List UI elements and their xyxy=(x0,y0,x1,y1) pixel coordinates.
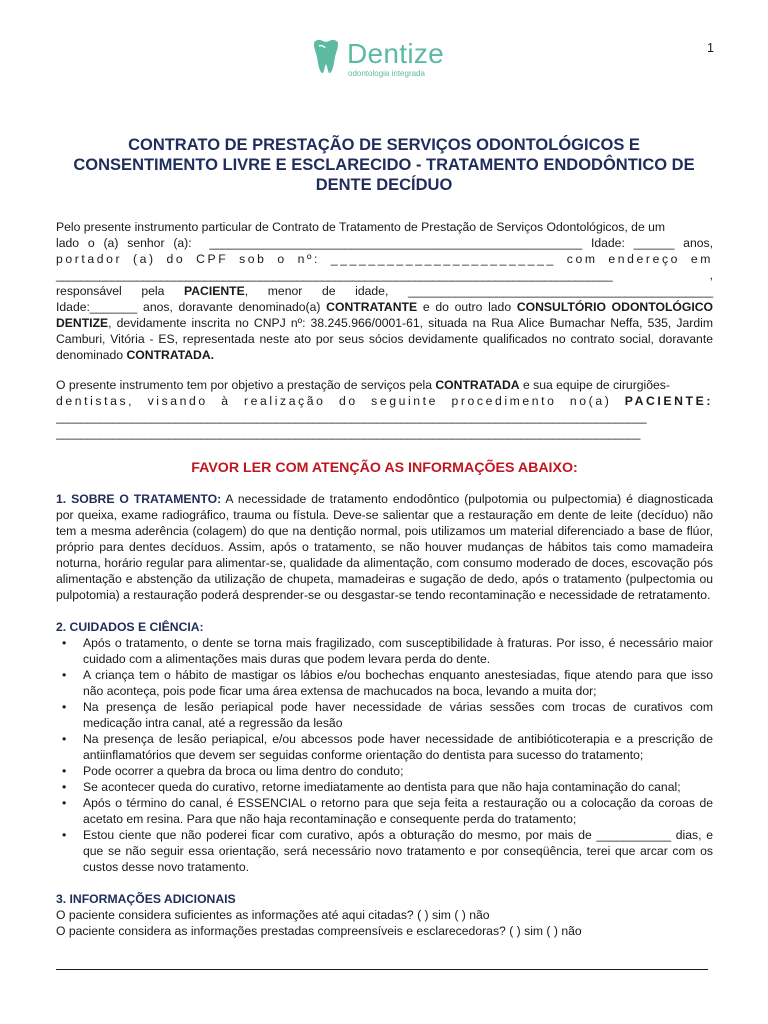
contratada-label: CONTRATADA. xyxy=(126,348,215,362)
cpf-label: portador (a) do CPF sob o nº: xyxy=(56,252,321,266)
text: e sua equipe de cirurgiões- xyxy=(522,378,670,392)
procedure-field-2[interactable]: _____________________________________________________________________________________________ xyxy=(56,426,640,440)
intro-line-2 xyxy=(56,235,713,251)
objective-paragraph xyxy=(56,377,713,441)
signature-line xyxy=(56,955,708,970)
intro-paragraph xyxy=(56,219,713,363)
cpf-field[interactable]: ________________________ xyxy=(330,252,556,266)
text: Idade:_______ anos, doravante denominado(a) xyxy=(56,300,321,314)
contratante-label: CONTRATANTE xyxy=(326,300,418,314)
list-item: • Se acontecer queda do curativo, retorne imediatamente ao dentista para que não haja contaminação do canal; xyxy=(56,779,713,795)
procedure-field-1[interactable]: ______________________________________________________________________________________________ xyxy=(56,410,647,424)
section-1 xyxy=(56,491,713,603)
dentize-logo xyxy=(310,38,490,86)
consultorio-label: CONSULTÓRIO ODONTOLÓGICO DENTIZE xyxy=(56,300,714,330)
age-field[interactable]: Idade: ______ anos, xyxy=(590,236,713,250)
paciente-label: PACIENTE xyxy=(184,284,245,298)
list-item: • A criança tem o hábito de mastigar os lábios e/ou bochechas enquanto anestesiadas, fique atendo para que isso não aconteça, pois pode ficar uma área extensa de machucados na boca, levando a muita dor; xyxy=(56,667,713,699)
patient-name-field[interactable]: _____________________________________________ xyxy=(407,284,713,298)
list-item: • Estou ciente que não poderei ficar com curativo, após a obturação do mesmo, por mais de ___________ dias, e que se não seguir essa orientação, será necessário novo tratamento e por conseqüência, terei que arcar com os custos desse novo tratamento. xyxy=(56,827,713,875)
intro-line-4 xyxy=(56,267,713,283)
intro-text: lado o (a) senhor (a): xyxy=(56,236,192,250)
list-item: • Pode ocorrer a quebra da broca ou lima dentro do conduto; xyxy=(56,763,713,779)
intro-line-3 xyxy=(56,251,713,267)
question-1[interactable]: O paciente considera suficientes as informações até aqui citadas? ( ) sim ( ) não xyxy=(56,908,490,922)
paciente-label: PACIENTE: xyxy=(624,394,713,408)
section-1-heading: 1. SOBRE O TRATAMENTO: xyxy=(56,492,222,506)
care-list xyxy=(56,635,713,875)
tooth-icon xyxy=(310,38,342,76)
text: dentistas, visando à realização do seguinte procedimento no(a) xyxy=(56,394,612,408)
section-3-heading: 3. INFORMAÇÕES ADICIONAIS xyxy=(56,892,236,906)
address-label: com endereço em xyxy=(566,252,713,266)
text: , devidamente inscrita no CNPJ nº: 38.245.966/0001-61, situada na Rua Alice Bumachar Neffa, 535, Jardim Camburi, Vitória - ES, representada neste ato por seus sócios devidamente qualificados no contrato social, doravante denominado xyxy=(56,316,713,362)
section-1-text: A necessidade de tratamento endodôntico (pulpotomia ou pulpectomia) é diagnosticada por queixa, exame radiográfico, trauma ou fístula. Deve-se salientar que a restauração em dente de leite (decíduo) não tem a mesma aderência (colagem) do que na dentição normal, pois utilizamos um material diferenciado a base de flúor, próprio para dentes decíduos. Assim, após o tratamento, se não houver mudanças de hábitos tais como mamadeira noturna, horário regular para alimentar-se, qualidade da alimentação, com consumo moderado de doces, escovação pós alimentação e abstenção da utilização de chupeta, mamadeiras e sugação de dedo, após o tratamento (pulpectomia ou pulpotomia) a restauração poderá desprender-se ou desgastar-se tendo recontaminação e necessidade de retratamento. xyxy=(56,492,713,602)
list-item: • Após o término do canal, é ESSENCIAL o retorno para que seja feita a restauração ou a colocação da coroas de acetato em resina. Para que não haja recontaminação e consequente perda do tratamento; xyxy=(56,795,713,827)
document-body xyxy=(56,219,713,970)
logo-tagline: odontologia integrada xyxy=(348,69,425,78)
name-field[interactable]: _______________________________________________________ xyxy=(209,236,583,250)
question-2[interactable]: O paciente considera as informações prestadas compreensíveis e esclarecedoras? ( ) sim ( ) não xyxy=(56,924,582,938)
list-item: • Após o tratamento, o dente se torna mais fragilizado, com susceptibilidade à fraturas. Por isso, é necessário maior cuidado com a alimentações mais duras que podem levara perda do dente. xyxy=(56,635,713,667)
comma: , xyxy=(709,268,713,282)
text: O presente instrumento tem por objetivo a prestação de serviços pela xyxy=(56,378,432,392)
logo-name: Dentize xyxy=(347,38,445,69)
text: , menor de idade, xyxy=(244,284,389,298)
page-number: 1 xyxy=(707,41,714,55)
address-field[interactable]: __________________________________________________________________________________________ xyxy=(56,268,613,282)
document-title: CONTRATO DE PRESTAÇÃO DE SERVIÇOS ODONTOLÓGICOS E CONSENTIMENTO LIVRE E ESCLARECIDO - TRATAMENTO ENDODÔNTICO DE DENTE DECÍDUO xyxy=(73,136,695,194)
list-item: • Na presença de lesão periapical pode haver necessidade de várias sessões com trocas de curativos com medicação intra canal, até a regressão da lesão xyxy=(56,699,713,731)
section-2-heading: 2. CUIDADOS E CIÊNCIA: xyxy=(56,620,204,634)
intro-line-6 xyxy=(56,299,713,363)
text: e do outro lado xyxy=(422,300,512,314)
intro-line-1: Pelo presente instrumento particular de Contrato de Tratamento de Prestação de Serviços Odontológicos, de um xyxy=(56,220,666,234)
objective-line-2 xyxy=(56,393,713,409)
text: responsável pela xyxy=(56,284,165,298)
list-item: • Na presença de lesão periapical, e/ou abcessos pode haver necessidade de antibióticoterapia e a prescrição de antiinflamatórios que devem ser seguidas conforme orientação do dentista para sucesso do tratamento; xyxy=(56,731,713,763)
contratada-label: CONTRATADA xyxy=(435,378,520,392)
warning-heading: FAVOR LER COM ATENÇÃO AS INFORMAÇÕES ABAIXO: xyxy=(191,460,578,476)
intro-line-5 xyxy=(56,283,713,299)
